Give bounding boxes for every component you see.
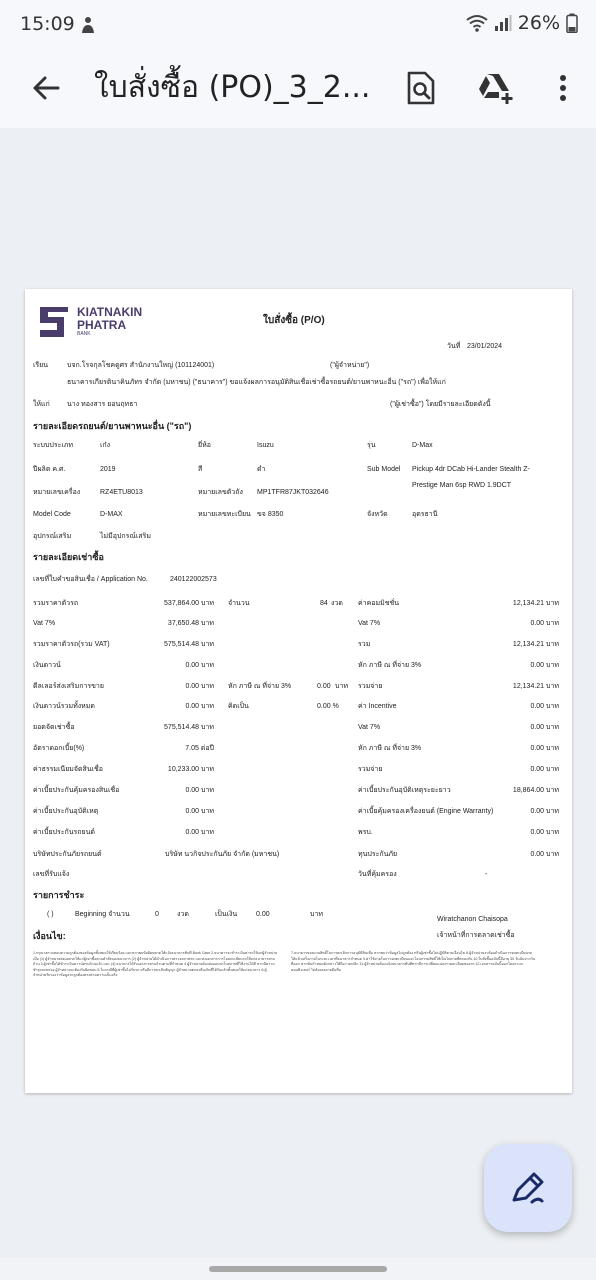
left-row-label: รวมราคาตัวรถ(รวม VAT) [33, 641, 110, 648]
dealer-wht-unit: บาท [335, 683, 348, 690]
right-row-label: ค่า Incentive [358, 703, 397, 710]
right-row-value: - [485, 871, 488, 878]
right-row-label: หัก ภาษี ณ ที่จ่าย 3% [358, 745, 422, 752]
installments-label: จำนวน [228, 600, 250, 607]
right-row-label: รวมจ่าย [358, 683, 383, 690]
percent-label: คิดเป็น [228, 703, 249, 710]
left-row-value: 37,650.48 บาท [167, 620, 214, 627]
right-row-label: ค่าคอมมิชชั่น [358, 600, 400, 607]
car-year-label: ปีผลิต ค.ศ. [33, 466, 66, 473]
officer-name: Wiratchanon Chaisopa [437, 916, 508, 923]
installments-unit: งวด [331, 600, 343, 607]
right-row-label: หัก ภาษี ณ ที่จ่าย 3% [358, 662, 422, 669]
car-plate-value: ขจ 8350 [257, 511, 284, 518]
bank-name-line1: KIATNAKIN [77, 305, 143, 319]
car-type-label: ระบบประเภท [33, 442, 73, 449]
car-province-label: จังหวัด [367, 511, 388, 518]
gesture-nav-bar [0, 1258, 596, 1280]
car-model-value: D-Max [412, 442, 433, 449]
car-submodel-value-1: Pickup 4dr DCab Hi-Lander Stealth Z- [412, 466, 530, 473]
right-row-value: 0.00 บาท [530, 745, 559, 752]
car-brand-value: Isuzu [257, 442, 274, 449]
battery-icon [566, 13, 578, 33]
right-row-value: 0.00 บาท [530, 829, 559, 836]
back-button[interactable] [26, 68, 66, 108]
left-row-value: 0.00 บาท [185, 703, 214, 710]
right-row-value: 0.00 บาท [530, 724, 559, 731]
left-row-label: เงินดาวน์รวมทั้งหมด [33, 703, 95, 710]
status-right [466, 12, 578, 34]
date-label: วันที่ [447, 343, 461, 350]
car-type-value: เก๋ง [100, 442, 111, 449]
battery-percent: 26% [517, 12, 560, 34]
car-color-value: ดำ [257, 466, 266, 473]
left-row-value: 537,864.00 บาท [164, 600, 214, 607]
left-row-label: รวมราคาตัวรถ [33, 600, 79, 607]
right-row-value: 12,134.21 บาท [512, 641, 559, 648]
left-row-label: อัตราดอกเบี้ย(%) [33, 745, 85, 752]
bank-name-line3: BANK [77, 331, 91, 337]
right-row-label: พรบ. [358, 829, 373, 836]
left-row-label: ดีลเลอร์ส่งเสริมการขาย [33, 683, 104, 690]
right-row-label: รวม [358, 641, 371, 648]
app-toolbar [0, 52, 596, 128]
right-row-label: รวมจ่าย [358, 766, 383, 773]
right-row-value: 0.00 บาท [530, 620, 559, 627]
conditions-left: 1.กรุณาตรวจสอบความถูกต้องของข้อมูลทั้งหมดให้เรียบร้อย และหากพบข้อผิดพลาดให้แจ้งธนาคารทันที Book Case 2.ธนาคารจะชำระเงินค่ารถให้แก่ผู้จำหน่าย เมื่อ (1) ผู้จำหน่ายส่งมอบรถให้แก่ผู้เช่าซื้อตามคำสั่งของธนาคาร (2) ผู้จำหน่ายได้ดำเนินการตรวจสภาพรถ และส่งเอกสารการโอนทะเบียนรถให้แก่ธนาคารครบถ้วน 3.ผู้เช่าซื้อได้ชำระเงินดาวน์ครบถ้วนแล้ว และ (4) ธนาคารได้รับเอกสารครบถ้วนตามที่กำหนด 4.ผู้จำหน่ายต้องส่งมอบรถในสภาพที่ใช้งานได้ดี หากมีความชำรุดบกพร่อง ผู้จำหน่ายจะต้องรับผิดชอบ 5.ในกรณีที่ผู้เช่าซื้อไม่รับรถ หรือมีการยกเลิกสัญญา ผู้จำหน่ายตกลงคืนเงินที่ได้รับแล้วทั้งหมดให้แก่ธนาคาร 6.ผู้จำหน่ายรับรองว่าข้อมูลรถถูกต้องตรงตามความเป็นจริง [33, 951, 278, 978]
left-row-value: 575,514.48 บาท [164, 724, 214, 731]
to-value: บจก.โรจกุลโชคดูศร สำนักงานใหญ่ (101124001) [67, 362, 215, 369]
car-chassis-label: หมายเลขตัวถัง [198, 489, 243, 496]
officer-title: เจ้าหน้าที่การตลาดเช่าซื้อ [437, 932, 515, 939]
application-label: เลขที่ใบคำขอสินเชื่อ / Application No. [33, 576, 148, 583]
car-brand-label: ยี่ห้อ [198, 442, 211, 449]
payment-count: 0 [155, 911, 159, 918]
seller-tag: ("ผู้จำหน่าย") [330, 362, 370, 369]
right-row-label: ค่าเบี้ยคุ้มครองเครื่องยนต์ (Engine Warranty) [358, 808, 494, 815]
percent-value: 0.00 % [317, 703, 339, 710]
left-row-value: 0.00 บาท [185, 683, 214, 690]
dealer-wht-value: 0.00 [317, 683, 331, 690]
payment-amount-label: เป็นเงิน [215, 911, 238, 918]
car-accessory-label: อุปกรณ์เสริม [33, 533, 72, 540]
car-model-label: รุ่น [367, 442, 376, 449]
left-row-label: ค่าเบี้ยประกันอุบัติเหตุ [33, 808, 99, 815]
right-row-label: Vat 7% [358, 724, 381, 731]
payment-currency: บาท [310, 911, 323, 918]
right-row-value: 0.00 บาท [530, 703, 559, 710]
add-to-drive-button[interactable] [474, 66, 518, 110]
right-row-value: 0.00 บาท [530, 766, 559, 773]
car-engine-value: RZ4ETU8013 [100, 489, 143, 496]
right-row-value: 18,864.00 บาท [512, 787, 559, 794]
payment-amount: 0.00 [256, 911, 270, 918]
date-value: 23/01/2024 [467, 343, 503, 350]
right-row-label: ทุนประกันภัย [358, 851, 398, 858]
car-chassis-value: MP1TFR87JKT032646 [257, 489, 329, 496]
more-vert-icon [559, 74, 567, 102]
car-submodel-value-2: Prestige Man 6sp RWD 1.9DCT [412, 482, 512, 489]
payment-beginning: Beginning จำนวน [75, 911, 130, 918]
arrow-back-icon [31, 73, 61, 103]
section-hire-purchase: รายละเอียดเช่าซื้อ [33, 552, 104, 562]
application-value: 240122002573 [170, 576, 217, 583]
left-row-value: 575,514.48 บาท [164, 641, 214, 648]
pdf-page [25, 289, 572, 1093]
home-handle[interactable] [209, 1266, 387, 1272]
right-row-label: ค่าเบี้ยประกันอุบัติเหตุระยะยาว [358, 787, 451, 794]
edit-pen-icon [510, 1170, 546, 1206]
dealer-wht-label: หัก ภาษี ณ ที่จ่าย 3% [228, 683, 292, 690]
car-code-value: D-MAX [100, 511, 123, 518]
car-plate-label: หมายเลขทะเบียน [198, 511, 251, 518]
left-row-value: 7.05 ต่อปี [185, 745, 214, 752]
section-payment: รายการชำระ [33, 890, 85, 900]
left-row-value: 0.00 บาท [185, 808, 214, 815]
bank-logo-icon [37, 304, 71, 340]
notification-figure-icon [80, 16, 96, 34]
buyer-tag: ("ผู้เช่าซื้อ") โดยมีรายละเอียดดังนี้ [390, 401, 491, 408]
left-row-value: 10,233.00 บาท [167, 766, 214, 773]
payment-checkbox: ( ) [47, 911, 54, 918]
payment-unit: งวด [177, 911, 189, 918]
installments-value: 84 [320, 600, 328, 607]
right-row-value: 12,134.21 บาท [512, 683, 559, 690]
right-row-value: 0.00 บาท [530, 851, 559, 858]
insurer-value: บริษัท นวกิจประกันภัย จำกัด (มหาชน) [165, 851, 280, 858]
signal-icon [494, 14, 512, 32]
right-row-value: 0.00 บาท [530, 662, 559, 669]
bank-name-line2: PHATRA [77, 318, 127, 332]
left-row-label: Vat 7% [33, 620, 56, 627]
car-accessory-value: ไม่มีอุปกรณ์เสริม [100, 533, 151, 540]
search-in-document-button[interactable] [399, 66, 443, 110]
car-province-value: อุดรธานี [412, 511, 438, 518]
right-row-value: 0.00 บาท [530, 808, 559, 815]
car-code-label: Model Code [33, 511, 71, 518]
edit-fab-button[interactable] [484, 1144, 572, 1232]
right-row-value: 12,134.21 บาท [512, 600, 559, 607]
car-engine-label: หมายเลขเครื่อง [33, 489, 81, 496]
left-row-label: ยอดจัดเช่าซื้อ [33, 724, 75, 731]
right-row-label: Vat 7% [358, 620, 381, 627]
car-color-label: สี [198, 466, 203, 473]
document-title: ใบสั่งซื้อ (PO)_3_2... [94, 70, 371, 105]
left-row-label: ค่าธรรมเนียมจัดสินเชื่อ [33, 766, 103, 773]
wifi-icon [466, 14, 488, 32]
drive-add-icon [477, 71, 515, 105]
left-row-label: ค่าเบี้ยประกันคุ้มครองสินเชื่อ [33, 787, 120, 794]
section-conditions: เงื่อนไข: [33, 931, 66, 941]
left-row-value: 0.00 บาท [185, 662, 214, 669]
doc-title: ใบสั่งซื้อ (P/O) [263, 315, 325, 326]
left-row-value: 0.00 บาท [185, 829, 214, 836]
more-options-button[interactable] [541, 66, 585, 110]
left-row-value: 0.00 บาท [185, 787, 214, 794]
insurer-label: บริษัทประกันภัยรถยนต์ [33, 851, 102, 858]
section-car-details: รายละเอียดรถยนต์/ยานพาหนะอื่น ("รถ") [33, 421, 192, 431]
conditions-right: 7.ธนาคารขอสงวนสิทธิ์ในการยกเลิกการอนุมัติสินเชื่อ หากพบว่าข้อมูลไม่ถูกต้อง หรือผู้เช่าซื้อไม่ปฏิบัติตามเงื่อนไข 8.ผู้จำหน่ายจะต้องดำเนินการจดทะเบียนรถให้แล้วเสร็จภายในระยะเวลาที่ธนาคารกำหนด 9.ค่าใช้จ่ายในการจดทะเบียนและโอนกรรมสิทธิ์ให้เป็นไปตามที่ตกลงกัน 10.ใบสั่งซื้อฉบับนี้มีอายุ 30 วันนับจากวันที่ออก หากพ้นกำหนดดังกล่าวให้ถือว่ายกเลิก 11.ผู้จำหน่ายต้องแจ้งธนาคารทันทีหากมีการเปลี่ยนแปลงรายละเอียดของรถ 12.เอกสารฉบับนี้ออกโดยระบบคอมพิวเตอร์ ไม่ต้องลงลายมือชื่อ [291, 951, 536, 972]
receipt-label: เลขที่รับแจ้ง [33, 871, 70, 878]
car-year-value: 2019 [100, 466, 116, 473]
buyer-value: นาง ทองสาร ยอนฤทธา [67, 401, 138, 408]
find-in-page-icon [406, 71, 436, 105]
right-row-label: วันที่คุ้มครอง [358, 871, 397, 878]
to-label: เรียน [33, 362, 49, 369]
intro-text: ธนาคารเกียรตินาคินภัทร จำกัด (มหาชน) ("ธนาคาร") ขอแจ้งผลการอนุมัติสินเชื่อเช่าซื้อรถยนต์/ยานพาหนะอื่น ("รถ") เพื่อให้แก่ [67, 379, 446, 386]
buyer-label: ให้แก่ [33, 401, 50, 408]
car-submodel-label: Sub Model [367, 466, 401, 473]
left-row-label: เงินดาวน์ [33, 662, 61, 669]
status-bar [0, 0, 596, 52]
left-row-label: ค่าเบี้ยประกันรถยนต์ [33, 829, 95, 836]
status-time: 15:09 [20, 13, 75, 35]
